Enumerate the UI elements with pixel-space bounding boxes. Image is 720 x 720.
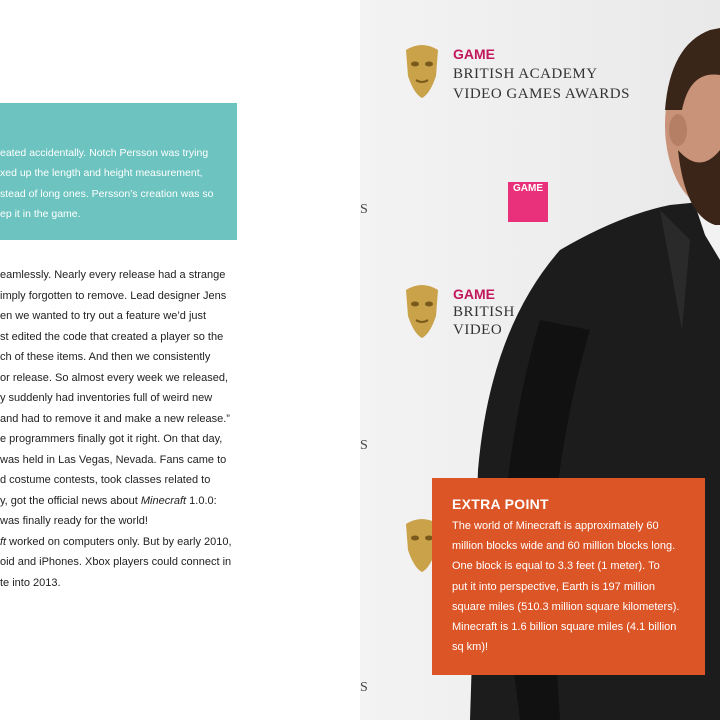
bafta-logo-line: VIDEO GAMES AWARDS [453, 86, 630, 102]
sidebar-line: ep it in the game. [0, 208, 81, 220]
extra-point-box [432, 478, 705, 675]
bafta-logo-line: BRITISH ACADEMY [453, 66, 598, 82]
sidebar-line: xed up the length and height measurement, [0, 167, 203, 179]
body-line: was finally ready for the world! [0, 515, 148, 527]
game-logo-text: GAME [453, 46, 495, 62]
game-logo-text: GAME [453, 286, 495, 302]
backdrop-text-fragment: S [360, 680, 368, 695]
body-line: eamlessly. Nearly every release had a strange [0, 269, 226, 281]
backdrop-text-fragment: S [360, 202, 368, 217]
body-line: en we wanted to try out a feature we’d just [0, 310, 207, 322]
extra-point-line: square miles (510.3 million square kilometers). [452, 600, 680, 613]
extra-point-line: sq km)! [452, 641, 489, 654]
extra-point-line: put it into perspective, Earth is 197 million [452, 580, 655, 593]
body-line: st edited the code that created a player so the [0, 331, 224, 343]
sidebar-line: stead of long ones. Persson’s creation was so [0, 188, 214, 200]
sidebar-line: eated accidentally. Notch Persson was trying [0, 147, 209, 159]
body-line: d costume contests, took classes related to [0, 474, 211, 486]
extra-point-line: One block is equal to 3.3 feet (1 meter). To [452, 560, 660, 573]
extra-point-title: EXTRA POINT [452, 496, 549, 512]
bafta-logo-line: BRITISH [453, 304, 515, 320]
extra-point-line: million blocks wide and 60 million blocks long. [452, 540, 676, 553]
body-line: and had to remove it and make a new release.” [0, 413, 230, 425]
game-badge: GAME [508, 182, 548, 222]
body-line: ft worked on computers only. But by early 2010, [0, 536, 232, 548]
body-line: e programmers finally got it right. On that day, [0, 433, 223, 445]
backdrop-text-fragment: S [360, 438, 368, 453]
body-line: ch of these items. And then we consistently [0, 351, 211, 363]
body-line: or release. So almost every week we released, [0, 372, 229, 384]
extra-point-line: Minecraft is 1.6 billion square miles (4.1 billion [452, 621, 677, 634]
body-line: te into 2013. [0, 577, 61, 589]
body-line: was held in Las Vegas, Nevada. Fans came to [0, 454, 227, 466]
body-line: oid and iPhones. Xbox players could connect in [0, 556, 232, 568]
body-line: imply forgotten to remove. Lead designer Jens [0, 290, 227, 302]
bafta-logo-line: VIDEO [453, 322, 503, 338]
body-line: y, got the official news about Minecraft 1.0.0: [0, 495, 217, 507]
body-line: y suddenly had inventories full of weird new [0, 392, 213, 404]
extra-point-line: The world of Minecraft is approximately 60 [452, 520, 659, 532]
sidebar-box [0, 103, 237, 240]
